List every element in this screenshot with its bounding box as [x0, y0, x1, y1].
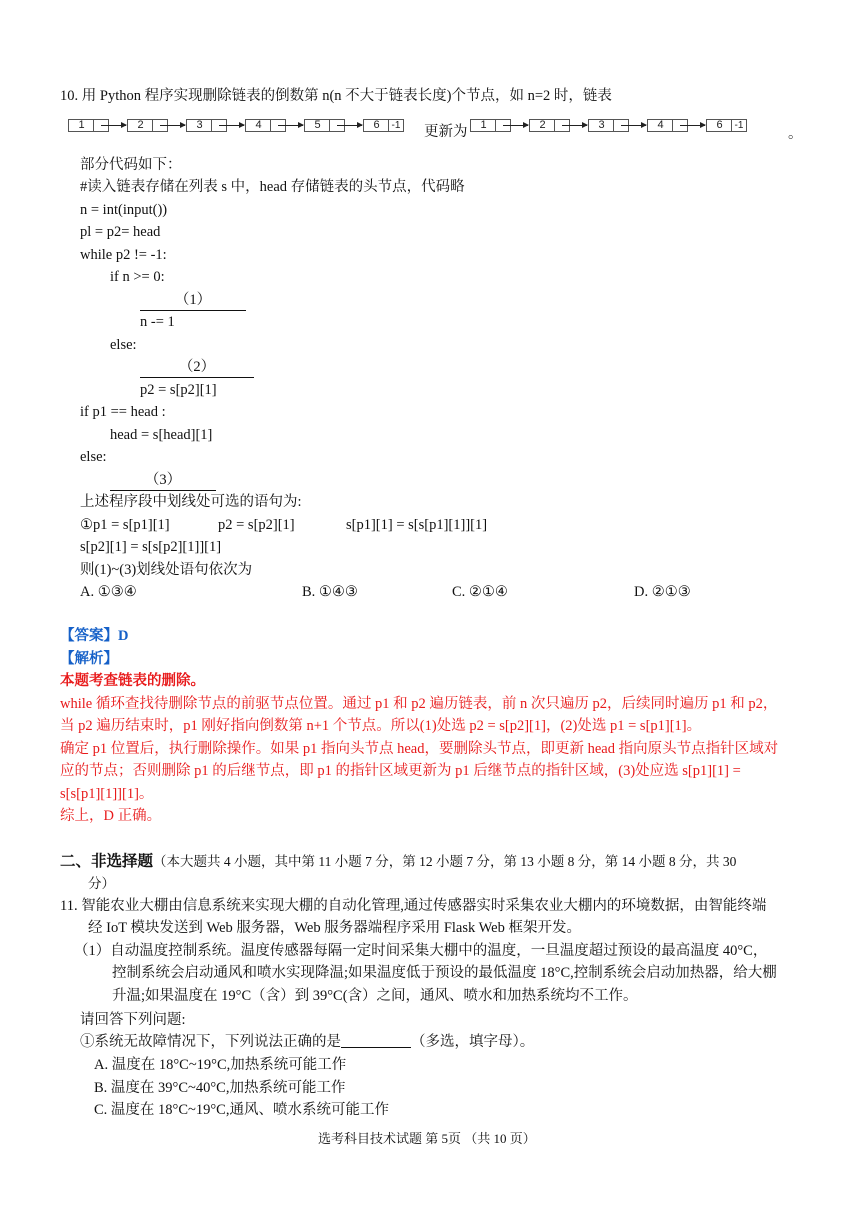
choice-d: D. ②①③	[634, 584, 691, 600]
node-value: 5	[314, 119, 321, 131]
choice-c: C. ②①④	[452, 584, 508, 600]
code-line: else:	[110, 337, 137, 353]
pointer-arrow	[562, 125, 587, 126]
code-line: n = int(input())	[80, 202, 168, 218]
statement-3: s[p1][1] = s[s[p1][1]][1]	[346, 517, 488, 533]
code-line: if n >= 0:	[110, 269, 165, 285]
list-node	[363, 119, 404, 132]
analysis-conclusion: 综上，D 正确。	[60, 808, 162, 824]
page-footer: 选考科目技术试题 第 5页 （共 10 页）	[318, 1131, 536, 1146]
code-line: while p2 != -1:	[80, 247, 167, 263]
answer-label: 【答案】	[60, 628, 118, 644]
list-node	[706, 119, 747, 132]
choice-b: B. ①④③	[302, 584, 358, 600]
pointer-arrow	[621, 125, 646, 126]
section-heading	[60, 852, 736, 872]
statement-1: ①p1 = s[p1][1]	[80, 517, 170, 533]
linked-list-before	[68, 116, 418, 138]
q11-stem-cont: 经 IoT 模块发送到 Web 服务器，Web 服务器端程序采用 Flask Web 框架开发。	[88, 920, 581, 936]
node-value: 3	[598, 119, 605, 131]
order-question: 则(1)~(3)划线处语句依次为	[80, 562, 253, 578]
section-note: （本大题共 4 小题，其中第 11 小题 7 分，第 12 小题 7 分，第 13 小题 8 分，第 14 小题 8 分，共 30	[153, 854, 737, 869]
node-value: 2	[137, 119, 144, 131]
option-c: C. 温度在 18°C~19°C,通风、喷水系统可能工作	[94, 1102, 389, 1118]
pointer-arrow	[101, 125, 126, 126]
node-value: 2	[539, 119, 546, 131]
code-blank-3	[110, 470, 216, 491]
option-b: B. 温度在 39°C~40°C,加热系统可能工作	[94, 1080, 346, 1096]
answer-value: D	[118, 628, 129, 644]
updated-label: 更新为	[424, 124, 468, 140]
choice-a: A. ①③④	[80, 584, 137, 600]
code-blank-2	[140, 357, 254, 378]
analysis-text: s[s[p1][1]][1]。	[60, 786, 154, 802]
code-blank-1	[140, 290, 246, 311]
code-line: head = s[head][1]	[110, 427, 213, 443]
node-value: 6	[373, 119, 380, 131]
node-value: 6	[716, 119, 723, 131]
code-line: p2 = s[p2][1]	[140, 382, 217, 398]
code-line: if p1 == head :	[80, 404, 166, 420]
pointer-arrow	[680, 125, 705, 126]
code-line-comment: #读入链表存储在列表 s 中，head 存储链表的头节点，代码略	[80, 179, 465, 195]
analysis-text: 应的节点；否则删除 p1 的后继节点，即 p1 的指针区域更新为 p1 后继节点的指针区域，(3)处应选 s[p1][1] =	[60, 763, 741, 779]
end-period: 。	[788, 126, 803, 142]
section-title: 二、非选择题	[60, 853, 154, 870]
pointer-arrow	[337, 125, 362, 126]
option-a: A. 温度在 18°C~19°C,加热系统可能工作	[94, 1057, 347, 1073]
blank-1: （1）	[140, 290, 246, 311]
pointer-arrow	[219, 125, 244, 126]
analysis-text: 当 p2 遍历结束时，p1 刚好指向倒数第 n+1 个节点。所以(1)处选 p2 = s[p2][1]，(2)处选 p1 = s[p1][1]。	[60, 718, 702, 734]
node-value: 3	[196, 119, 203, 131]
options-intro: 上述程序段中划线处可选的语句为:	[80, 494, 302, 510]
sub1-prompt: ①系统无故障情况下，下列说法正确的是	[80, 1034, 341, 1050]
node-pointer: -1	[388, 120, 403, 131]
node-pointer: -1	[731, 120, 746, 131]
statement-2: p2 = s[p2][1]	[218, 517, 295, 533]
code-intro: 部分代码如下：	[80, 157, 182, 173]
analysis-text: while 循环查找待删除节点的前驱节点位置。通过 p1 和 p2 遍历链表，前 n 次只遍历 p2，后续同时遍历 p1 和 p2，	[60, 696, 778, 712]
node-value: 1	[480, 119, 487, 131]
q11-ask: 请回答下列问题:	[80, 1012, 186, 1028]
sub1-hint: （多选，填字母）。	[411, 1034, 535, 1050]
blank-2: （2）	[140, 357, 254, 378]
q11-stem: 11. 智能农业大棚由信息系统来实现大棚的自动化管理,通过传感器实时采集农业大棚内的环境数据，由智能终端	[60, 898, 767, 914]
analysis-topic: 本题考查链表的删除。	[60, 673, 205, 689]
answer-line	[60, 626, 128, 646]
statement-4: s[p2][1] = s[s[p2][1]][1]	[80, 539, 222, 555]
code-line: n -= 1	[140, 314, 175, 330]
q10-stem: 10. 用 Python 程序实现删除链表的倒数第 n(n 不大于链表长度)个节点，如 n=2 时，链表	[60, 88, 612, 104]
q11-part1-cont: 升温;如果温度在 19°C（含）到 39°C(含）之间，通风、喷水和加热系统均不工作。	[112, 988, 638, 1004]
blank-3: （3）	[110, 470, 216, 491]
q11-sub1	[80, 1032, 534, 1052]
pointer-arrow	[503, 125, 528, 126]
node-value: 4	[657, 119, 664, 131]
analysis-text: 确定 p1 位置后，执行删除操作。如果 p1 指向头节点 head，要删除头节点，即更新 head 指向原头节点指针区域对	[60, 741, 779, 757]
section-note-cont: 分）	[88, 876, 115, 891]
code-line: pl = p2= head	[80, 224, 161, 240]
pointer-arrow	[160, 125, 185, 126]
linked-list-after	[470, 116, 790, 138]
answer-blank	[341, 1032, 411, 1048]
q11-part1: （1）自动温度控制系统。温度传感器每隔一定时间采集大棚中的温度，一旦温度超过预设的最高温度 40°C，	[74, 943, 768, 959]
analysis-label: 【解析】	[60, 651, 118, 667]
code-line: else:	[80, 449, 107, 465]
q11-part1-cont: 控制系统会启动通风和喷水实现降温;如果温度低于预设的最低温度 18°C,控制系统会启动加热器，给大棚	[112, 965, 777, 981]
node-value: 1	[78, 119, 85, 131]
pointer-arrow	[278, 125, 303, 126]
node-value: 4	[255, 119, 262, 131]
